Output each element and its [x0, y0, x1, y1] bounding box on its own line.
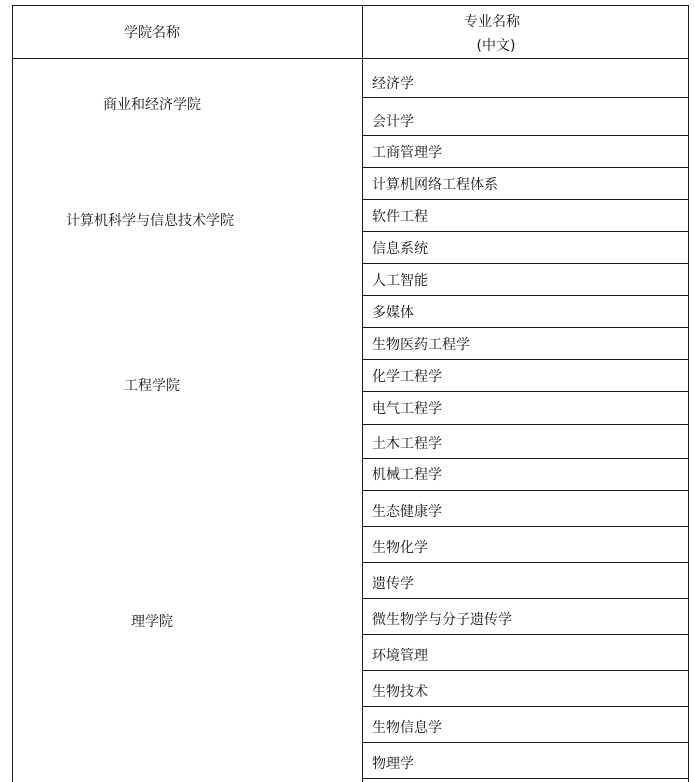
row-separator [362, 359, 689, 360]
major-bioinformatics: 生物信息学 [372, 720, 442, 736]
college-computer-science-it: 计算机科学与信息技术学院 [66, 213, 234, 229]
row-separator [362, 742, 689, 743]
row-separator [362, 490, 689, 491]
row-separator [362, 706, 689, 707]
row-separator [362, 199, 689, 200]
row-separator [362, 424, 689, 425]
major-biotechnology: 生物技术 [372, 684, 428, 700]
college-engineering: 工程学院 [124, 378, 180, 394]
college-science: 理学院 [131, 614, 173, 630]
table-left-border [12, 5, 13, 782]
major-economics: 经济学 [372, 76, 414, 92]
major-accounting: 会计学 [372, 114, 414, 130]
major-computer-network-engineering: 计算机网络工程体系 [372, 177, 498, 193]
college-business-economics: 商业和经济学院 [103, 97, 201, 113]
major-column-subheader: (中文) [476, 38, 516, 54]
major-chemical-engineering: 化学工程学 [372, 369, 442, 385]
major-environmental-management: 环境管理 [372, 648, 428, 664]
row-separator [362, 526, 689, 527]
table-right-border [688, 5, 689, 782]
major-civil-engineering: 土木工程学 [372, 436, 442, 452]
row-separator [362, 295, 689, 296]
major-mechanical-engineering: 机械工程学 [372, 467, 442, 483]
major-software-engineering: 软件工程 [372, 209, 428, 225]
major-physics: 物理学 [372, 756, 414, 772]
major-ecological-health: 生态健康学 [372, 504, 442, 520]
major-biochemistry: 生物化学 [372, 540, 428, 556]
row-separator [362, 391, 689, 392]
row-separator [362, 634, 689, 635]
major-electrical-engineering: 电气工程学 [372, 401, 442, 417]
major-artificial-intelligence: 人工智能 [372, 273, 428, 289]
major-information-systems: 信息系统 [372, 241, 428, 257]
college-column-header: 学院名称 [124, 25, 180, 41]
row-separator [362, 778, 689, 779]
row-separator [362, 458, 689, 459]
row-separator [362, 670, 689, 671]
column-divider [362, 5, 363, 782]
major-multimedia: 多媒体 [372, 305, 414, 321]
row-separator [362, 231, 689, 232]
row-separator [362, 263, 689, 264]
header-bottom-border [12, 58, 689, 59]
major-microbiology-molecular-genetics: 微生物学与分子遗传学 [372, 612, 512, 628]
row-separator [362, 167, 689, 168]
row-separator [362, 97, 689, 98]
major-biomedical-engineering: 生物医药工程学 [372, 337, 470, 353]
major-column-header: 专业名称 [464, 14, 520, 30]
table-top-border [12, 5, 689, 6]
row-separator [362, 598, 689, 599]
row-separator [362, 135, 689, 136]
row-separator [362, 327, 689, 328]
row-separator [362, 562, 689, 563]
major-business-administration: 工商管理学 [372, 145, 442, 161]
major-genetics: 遗传学 [372, 576, 414, 592]
